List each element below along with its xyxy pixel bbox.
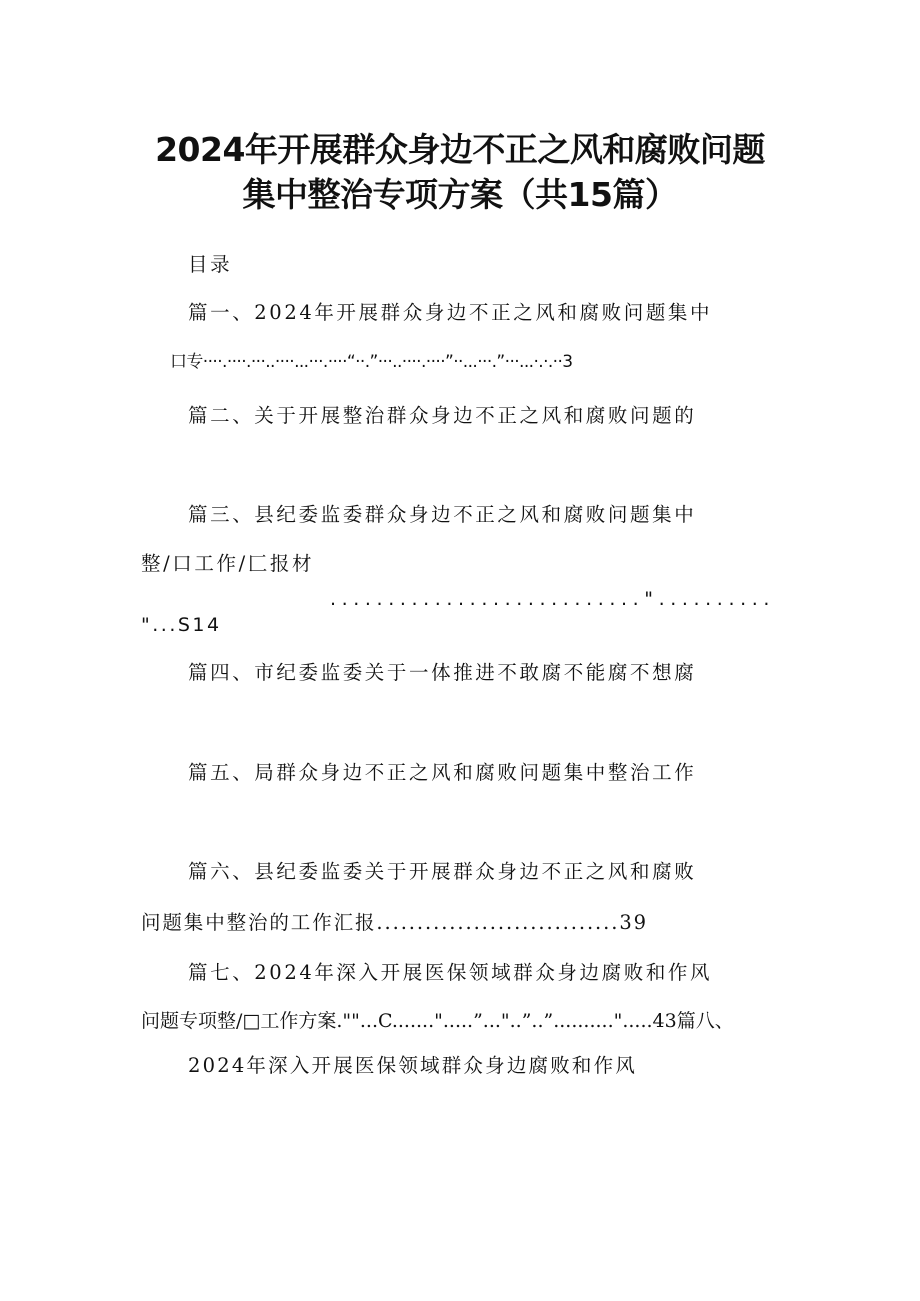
- document-title-line-1: 2024年开展群众身边不正之风和腐败问题: [155, 130, 765, 169]
- toc-entry-3-leader-dots: ..........................."..........: [330, 588, 776, 610]
- toc-entry-5-line-1: 篇五、局群众身边不正之风和腐败问题集中整治工作: [188, 761, 697, 784]
- toc-entry-3-page-number: "...S14: [141, 614, 222, 636]
- toc-heading: 目录: [188, 253, 233, 276]
- toc-entry-7-line-1: 篇七、2024年深入开展医保领域群众身边腐败和作风: [188, 961, 713, 984]
- toc-entry-6-line-2: 问题集中整治的工作汇报..............................39: [141, 911, 648, 934]
- toc-entry-8-line-1: 2024年深入开展医保领域群众身边腐败和作风: [188, 1054, 638, 1077]
- toc-entry-3-line-2: 整/口工作/匚报材: [141, 552, 315, 575]
- toc-entry-1-line-2: 口专····.····.···..····...···.····“··.”···..····.····”··...···.”···...·.·.··3: [170, 352, 573, 372]
- toc-entry-1-line-1: 篇一、2024年开展群众身边不正之风和腐败问题集中: [188, 301, 713, 324]
- toc-entry-2-line-1: 篇二、关于开展整治群众身边不正之风和腐败问题的: [188, 404, 697, 427]
- toc-entry-3-line-1: 篇三、县纪委监委群众身边不正之风和腐败问题集中: [188, 503, 697, 526]
- toc-entry-6-line-1: 篇六、县纪委监委关于开展群众身边不正之风和腐败: [188, 860, 697, 883]
- document-title-line-2: 集中整治专项方案（共15篇）: [242, 175, 678, 214]
- toc-entry-7-line-2: 问题专项整/□工作方案.""...C.......".....”..."..”..”..........".....43篇八、: [141, 1010, 734, 1032]
- toc-entry-4-line-1: 篇四、市纪委监委关于一体推进不敢腐不能腐不想腐: [188, 661, 697, 684]
